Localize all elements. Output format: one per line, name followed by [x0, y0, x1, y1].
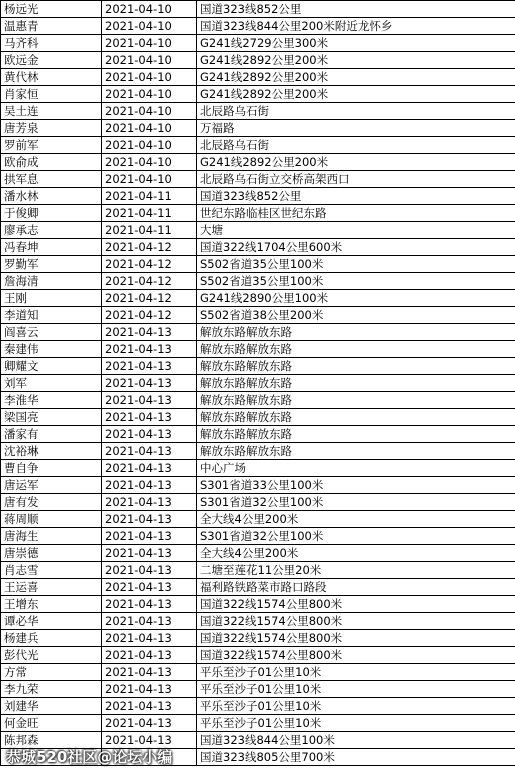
name-cell: 刘建华 [1, 698, 102, 715]
name-cell: 阎喜云 [1, 324, 102, 341]
table-row [1, 613, 515, 630]
location-cell: 大塘 [197, 222, 515, 239]
name-cell: 欧远金 [1, 52, 102, 69]
date-cell: 2021-04-10 [102, 120, 197, 137]
table-row [1, 596, 515, 613]
table-row [1, 290, 515, 307]
table-row [1, 511, 515, 528]
location-cell: G241线2892公里200米 [197, 154, 515, 171]
location-cell: 国道322线1574公里800米 [197, 647, 515, 664]
name-cell: 唐运军 [1, 477, 102, 494]
table-row [1, 154, 515, 171]
location-cell: 解放东路解放东路 [197, 324, 515, 341]
location-cell: 二塘至莲花11公里20米 [197, 562, 515, 579]
location-cell: S502省道35公里100米 [197, 273, 515, 290]
location-cell: 福利路铁路菜市路口路段 [197, 579, 515, 596]
name-cell: 蒋周顺 [1, 511, 102, 528]
table-row [1, 358, 515, 375]
table-row [1, 409, 515, 426]
name-cell: 肖志雪 [1, 562, 102, 579]
date-cell: 2021-04-10 [102, 1, 197, 18]
location-cell: 平乐至沙子01公里10米 [197, 715, 515, 732]
table-row [1, 494, 515, 511]
table-row [1, 205, 515, 222]
location-cell: 北辰路乌石街 [197, 103, 515, 120]
name-cell: 王刚 [1, 290, 102, 307]
name-cell: 唐崇德 [1, 545, 102, 562]
name-cell: 肖家恒 [1, 86, 102, 103]
date-cell: 2021-04-13 [102, 341, 197, 358]
location-cell: 全大线4公里200米 [197, 511, 515, 528]
location-cell: G241线2890公里100米 [197, 290, 515, 307]
table-row [1, 664, 515, 681]
date-cell: 2021-04-13 [102, 324, 197, 341]
name-cell: 彭代光 [1, 647, 102, 664]
date-cell: 2021-04-13 [102, 358, 197, 375]
name-cell: 唐芳泉 [1, 120, 102, 137]
location-cell: 国道322线1704公里600米 [197, 239, 515, 256]
table-row [1, 630, 515, 647]
date-cell: 2021-04-13 [102, 375, 197, 392]
location-cell: 国道323线844公里200米附近龙怀乡 [197, 18, 515, 35]
date-cell: 2021-04-10 [102, 69, 197, 86]
name-cell: 冯春坤 [1, 239, 102, 256]
date-cell: 2021-04-12 [102, 273, 197, 290]
date-cell: 2021-04-10 [102, 154, 197, 171]
table-row [1, 375, 515, 392]
table-row [1, 528, 515, 545]
location-cell: 解放东路解放东路 [197, 341, 515, 358]
date-cell: 2021-04-12 [102, 256, 197, 273]
location-cell: 平乐至沙子01公里10米 [197, 664, 515, 681]
table-row [1, 86, 515, 103]
date-cell: 2021-04-11 [102, 188, 197, 205]
name-cell: 黄代林 [1, 69, 102, 86]
date-cell: 2021-04-13 [102, 392, 197, 409]
date-cell: 2021-04-13 [102, 562, 197, 579]
location-cell: 国道323线852公里 [197, 1, 515, 18]
table-row [1, 579, 515, 596]
table-row [1, 52, 515, 69]
date-cell: 2021-04-10 [102, 35, 197, 52]
table-row [1, 698, 515, 715]
location-cell: 万福路 [197, 120, 515, 137]
table-row [1, 647, 515, 664]
name-cell: 潘水林 [1, 188, 102, 205]
name-cell: 李淮华 [1, 392, 102, 409]
location-cell: 国道323线844公里100米 [197, 732, 515, 749]
name-cell: 马齐科 [1, 35, 102, 52]
location-cell: 中心广场 [197, 460, 515, 477]
name-cell: 廖承志 [1, 222, 102, 239]
location-cell: S502省道35公里100米 [197, 256, 515, 273]
date-cell: 2021-04-13 [102, 579, 197, 596]
date-cell: 2021-04-10 [102, 86, 197, 103]
date-cell: 2021-04-13 [102, 511, 197, 528]
name-cell: 杨建兵 [1, 630, 102, 647]
location-cell: 全大线4公里200米 [197, 545, 515, 562]
table-row [1, 562, 515, 579]
name-cell: 拱军息 [1, 171, 102, 188]
table-row [1, 681, 515, 698]
table-row [1, 477, 515, 494]
name-cell: 罗勤军 [1, 256, 102, 273]
date-cell: 2021-04-12 [102, 239, 197, 256]
date-cell: 2021-04-11 [102, 222, 197, 239]
location-cell: 解放东路解放东路 [197, 426, 515, 443]
name-cell: 刘军 [1, 375, 102, 392]
date-cell: 2021-04-13 [102, 528, 197, 545]
location-cell: G241线2892公里200米 [197, 52, 515, 69]
table-row [1, 715, 515, 732]
location-cell: 国道322线1574公里800米 [197, 630, 515, 647]
date-cell: 2021-04-10 [102, 18, 197, 35]
name-cell: 唐海生 [1, 528, 102, 545]
date-cell: 2021-04-13 [102, 732, 197, 749]
name-cell: 方常 [1, 664, 102, 681]
date-cell: 2021-04-13 [102, 545, 197, 562]
table-row [1, 307, 515, 324]
date-cell: 2021-04-10 [102, 103, 197, 120]
table-body [1, 1, 515, 766]
name-cell: 于俊卿 [1, 205, 102, 222]
date-cell: 2021-04-11 [102, 205, 197, 222]
location-cell: 解放东路解放东路 [197, 409, 515, 426]
table-row [1, 273, 515, 290]
location-cell: 北辰路乌石街立交桥高架西口 [197, 171, 515, 188]
date-cell: 2021-04-13 [102, 460, 197, 477]
table-row [1, 239, 515, 256]
table-row [1, 222, 515, 239]
name-cell: 李道知 [1, 307, 102, 324]
name-cell: 潘家有 [1, 426, 102, 443]
date-cell: 2021-04-12 [102, 307, 197, 324]
table-row [1, 188, 515, 205]
watermark-text: 恭城520社区@论坛小编 [6, 748, 173, 766]
name-cell: 梁国亮 [1, 409, 102, 426]
date-cell: 2021-04-13 [102, 681, 197, 698]
location-cell: G241线2892公里200米 [197, 86, 515, 103]
location-cell: 解放东路解放东路 [197, 375, 515, 392]
table-row [1, 18, 515, 35]
table-row [1, 256, 515, 273]
name-cell: 吴土连 [1, 103, 102, 120]
name-cell: 唐有发 [1, 494, 102, 511]
name-cell: 何金旺 [1, 715, 102, 732]
table-row [1, 69, 515, 86]
name-cell: 罗前军 [1, 137, 102, 154]
date-cell: 2021-04-13 [102, 715, 197, 732]
table-row [1, 341, 515, 358]
location-cell: G241线2892公里200米 [197, 69, 515, 86]
location-cell: 解放东路解放东路 [197, 392, 515, 409]
date-cell: 2021-04-13 [102, 698, 197, 715]
name-cell: 李九荣 [1, 681, 102, 698]
name-cell: 卿耀文 [1, 358, 102, 375]
name-cell: 曹自争 [1, 460, 102, 477]
table-row [1, 460, 515, 477]
name-cell: 王增东 [1, 596, 102, 613]
date-cell: 2021-04-13 [102, 647, 197, 664]
location-cell: S301省道32公里100米 [197, 528, 515, 545]
table-row [1, 1, 515, 18]
location-cell: S301省道32公里100米 [197, 494, 515, 511]
table-row [1, 103, 515, 120]
name-cell: 秦建伟 [1, 341, 102, 358]
table-row [1, 392, 515, 409]
name-cell: 陈邦森 [1, 732, 102, 749]
name-cell: 谭必华 [1, 613, 102, 630]
date-cell: 2021-04-13 [102, 494, 197, 511]
date-cell: 2021-04-12 [102, 290, 197, 307]
table-row [1, 443, 515, 460]
name-cell: 温惠青 [1, 18, 102, 35]
name-cell: 欧俞成 [1, 154, 102, 171]
location-cell: 国道323线805公里700米 [197, 749, 515, 766]
table-row [1, 171, 515, 188]
table-row [1, 120, 515, 137]
date-cell: 2021-04-10 [102, 171, 197, 188]
name-cell: 沈裕琳 [1, 443, 102, 460]
location-cell: S502省道38公里200米 [197, 307, 515, 324]
location-cell: 平乐至沙子01公里10米 [197, 681, 515, 698]
table-row [1, 324, 515, 341]
table-row [1, 545, 515, 562]
location-cell: 北辰路乌石街 [197, 137, 515, 154]
location-cell: 解放东路解放东路 [197, 358, 515, 375]
date-cell: 2021-04-13 [102, 613, 197, 630]
location-cell: 世纪东路临桂区世纪东路 [197, 205, 515, 222]
table-row [1, 137, 515, 154]
date-cell: 2021-04-13 [102, 664, 197, 681]
date-cell: 2021-04-13 [102, 630, 197, 647]
name-cell: 杨远光 [1, 1, 102, 18]
table-row [1, 35, 515, 52]
date-cell: 2021-04-13 [102, 443, 197, 460]
name-cell: 王运喜 [1, 579, 102, 596]
date-cell: 2021-04-13 [102, 426, 197, 443]
location-cell: 平乐至沙子01公里10米 [197, 698, 515, 715]
date-cell: 2021-04-10 [102, 52, 197, 69]
name-cell: 詹海清 [1, 273, 102, 290]
date-cell: 2021-04-13 [102, 409, 197, 426]
location-cell: 国道322线1574公里800米 [197, 613, 515, 630]
date-cell: 2021-04-13 [102, 477, 197, 494]
location-cell: 国道323线852公里 [197, 188, 515, 205]
date-cell: 2021-04-13 [102, 596, 197, 613]
location-cell: 解放东路解放东路 [197, 443, 515, 460]
table-row [1, 426, 515, 443]
location-cell: 国道322线1574公里800米 [197, 596, 515, 613]
location-cell: S301省道33公里100米 [197, 477, 515, 494]
location-cell: G241线2729公里300米 [197, 35, 515, 52]
date-cell: 2021-04-10 [102, 137, 197, 154]
